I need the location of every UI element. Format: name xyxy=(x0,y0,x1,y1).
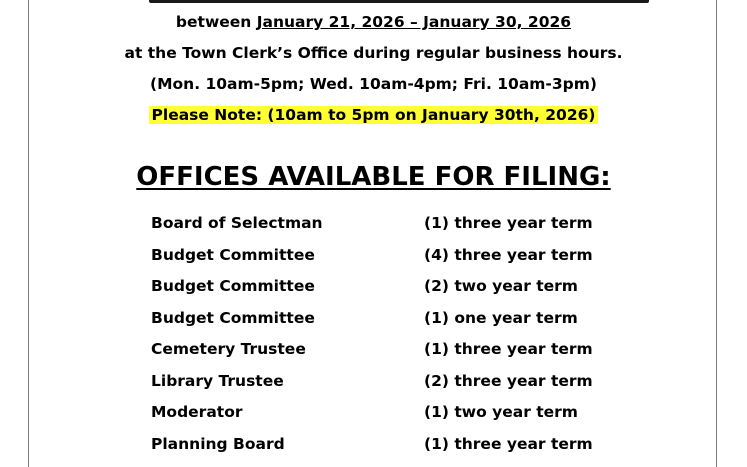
office-term: (4) three year term xyxy=(424,245,593,264)
office-term: (1) one year term xyxy=(424,308,578,327)
office-name: Board of Selectman xyxy=(151,214,323,232)
cropped-text-line xyxy=(149,0,649,3)
office-term: (2) two year term xyxy=(424,277,578,295)
offices-heading: OFFICES AVAILABLE FOR FILING: xyxy=(136,162,611,192)
filing-dates-line xyxy=(0,12,747,32)
office-row xyxy=(151,400,611,424)
note-line xyxy=(0,105,747,125)
filing-dates: January 21, 2026 – January 30, 2026 xyxy=(256,13,572,31)
filing-location: at the Town Clerk’s Office during regular business hours. xyxy=(124,44,623,62)
office-term: (1) three year term xyxy=(424,214,593,232)
office-term: (1) three year term xyxy=(424,434,593,453)
office-row xyxy=(151,306,611,330)
office-row xyxy=(151,337,611,361)
business-hours: (Mon. 10am-5pm; Wed. 10am-4pm; Fri. 10am-3pm) xyxy=(150,75,597,93)
office-term: (1) three year term xyxy=(424,340,593,358)
office-name: Planning Board xyxy=(151,434,285,453)
office-term: (1) two year term xyxy=(424,403,578,421)
office-row xyxy=(151,211,611,235)
please-note-highlight: Please Note: (10am to 5pm on January 30th, 2026) xyxy=(149,106,599,124)
office-row xyxy=(151,274,611,298)
office-term: (2) three year term xyxy=(424,371,593,390)
office-row xyxy=(151,432,611,456)
office-name: Budget Committee xyxy=(151,308,315,327)
office-name: Moderator xyxy=(151,403,243,421)
office-name: Library Trustee xyxy=(151,371,284,390)
office-name: Cemetery Trustee xyxy=(151,340,306,358)
office-name: Budget Committee xyxy=(151,277,315,295)
between-label: between xyxy=(175,13,257,31)
office-row xyxy=(151,369,611,393)
office-name: Budget Committee xyxy=(151,245,315,264)
office-row xyxy=(151,243,611,267)
